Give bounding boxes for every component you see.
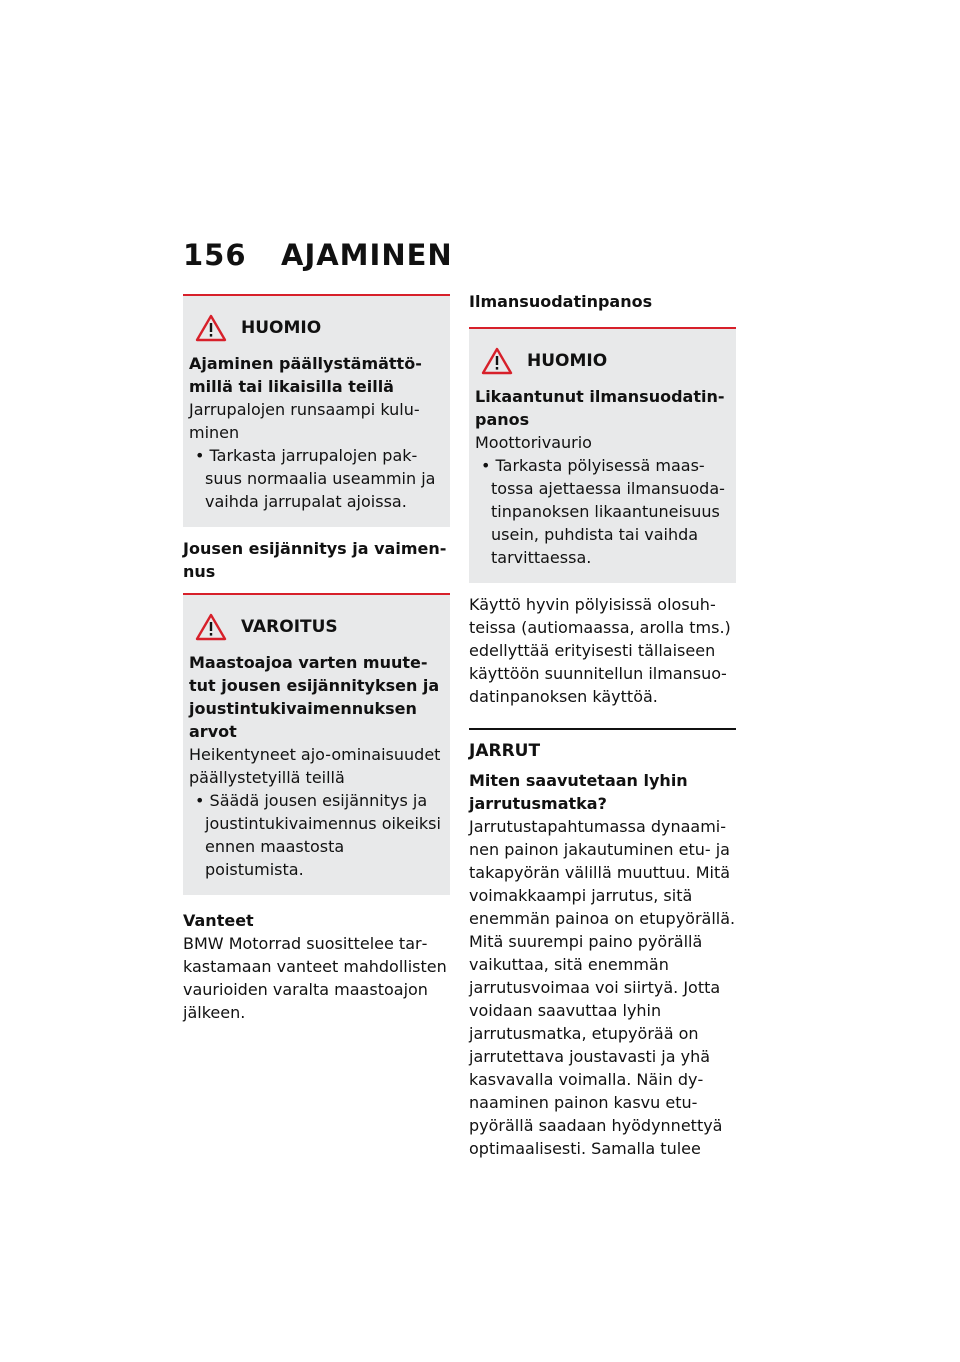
- chapter-title: AJAMINEN: [281, 238, 453, 272]
- notice-bullet: • Tarkasta pölyisessä maastossa ajettaessa ilmansuodatinpanoksen likaantuneisuus usein, puhdista tai vaihda tarvittaessa.: [475, 454, 730, 569]
- warning-triangle-icon: [195, 314, 227, 342]
- paragraph-braking: Jarrutustapahtumassa dynaaminen painon jakautuminen etu- ja takapyörän välillä muuttuu. Mitä voimakkaampi jarrutus, sitä enemmän painoa on etupyörällä. Mitä suurempi paino pyörällä vaikuttaa, sitä enemmän jarrutusvoimaa voi siirtyä. Jotta voidaan saavuttaa lyhin jarrutusmatka, etupyörää on jarrutettava joustavasti ja yhä kasvavalla voimalla. Näin dynaaminen painon kasvu etupyörällä saadaan hyödynnettyä optimaalisesti. Samalla tulee: [469, 817, 736, 1158]
- paragraph-air-filter: Käyttö hyvin pölyisissä olosuhteissa (autiomaassa, arolla tms.) edellyttää erityisesti tällaiseen käyttöön suunnitellun ilmansuodatinpanoksen käyttöä.: [469, 595, 731, 706]
- notice-label: HUOMIO: [241, 318, 322, 338]
- subheading-suspension: Jousen esijännitys ja vaimennus: [183, 539, 447, 581]
- subheading-air-filter: Ilmansuodatinpanos: [469, 292, 653, 311]
- warning-title: Maastoajoa varten muutetut jousen esijännityksen ja joustintukivaimennuksen arvot: [189, 653, 440, 741]
- page-number: 156: [183, 238, 247, 272]
- question-heading: Miten saavutetaan lyhin jarrutusmatka?: [469, 771, 688, 813]
- warning-header: [189, 609, 444, 645]
- notice-bullet: • Tarkasta jarrupalojen paksuus normaalia useammin ja vaihda jarrupalat ajoissa.: [189, 444, 444, 513]
- notice-consequence: Jarrupalojen runsaampi kuluminen: [189, 400, 420, 442]
- page-header: [183, 238, 453, 272]
- subheading-rims: Vanteet: [183, 911, 254, 930]
- section-divider: [469, 728, 736, 730]
- warning-box-suspension: [183, 593, 450, 895]
- section-title-brakes: JARRUT: [469, 741, 541, 761]
- left-column: [183, 294, 450, 1024]
- notice-box-brake-pads: [183, 294, 450, 527]
- warning-triangle-icon: [195, 613, 227, 641]
- warning-bullet: • Säädä jousen esijännitys ja joustintukivaimennus oikeiksi ennen maastosta poistumista.: [189, 789, 444, 881]
- notice-label: HUOMIO: [527, 351, 608, 371]
- warning-consequence: Heikentyneet ajo-ominaisuudet päällystetyillä teillä: [189, 745, 441, 787]
- notice-title: Likaantunut ilmansuodatinpanos: [475, 387, 725, 429]
- notice-consequence: Moottorivaurio: [475, 433, 592, 452]
- notice-box-air-filter: [469, 327, 736, 583]
- right-column: [469, 290, 736, 1160]
- warning-triangle-icon: [481, 347, 513, 375]
- notice-header: [475, 343, 730, 379]
- paragraph-rims: BMW Motorrad suosittelee tarkastamaan vanteet mahdollisten vaurioiden varalta maastoajon jälkeen.: [183, 934, 447, 1022]
- warning-label: VAROITUS: [241, 617, 338, 637]
- notice-title: Ajaminen päällystämättömillä tai likaisilla teillä: [189, 354, 422, 396]
- notice-header: [189, 310, 444, 346]
